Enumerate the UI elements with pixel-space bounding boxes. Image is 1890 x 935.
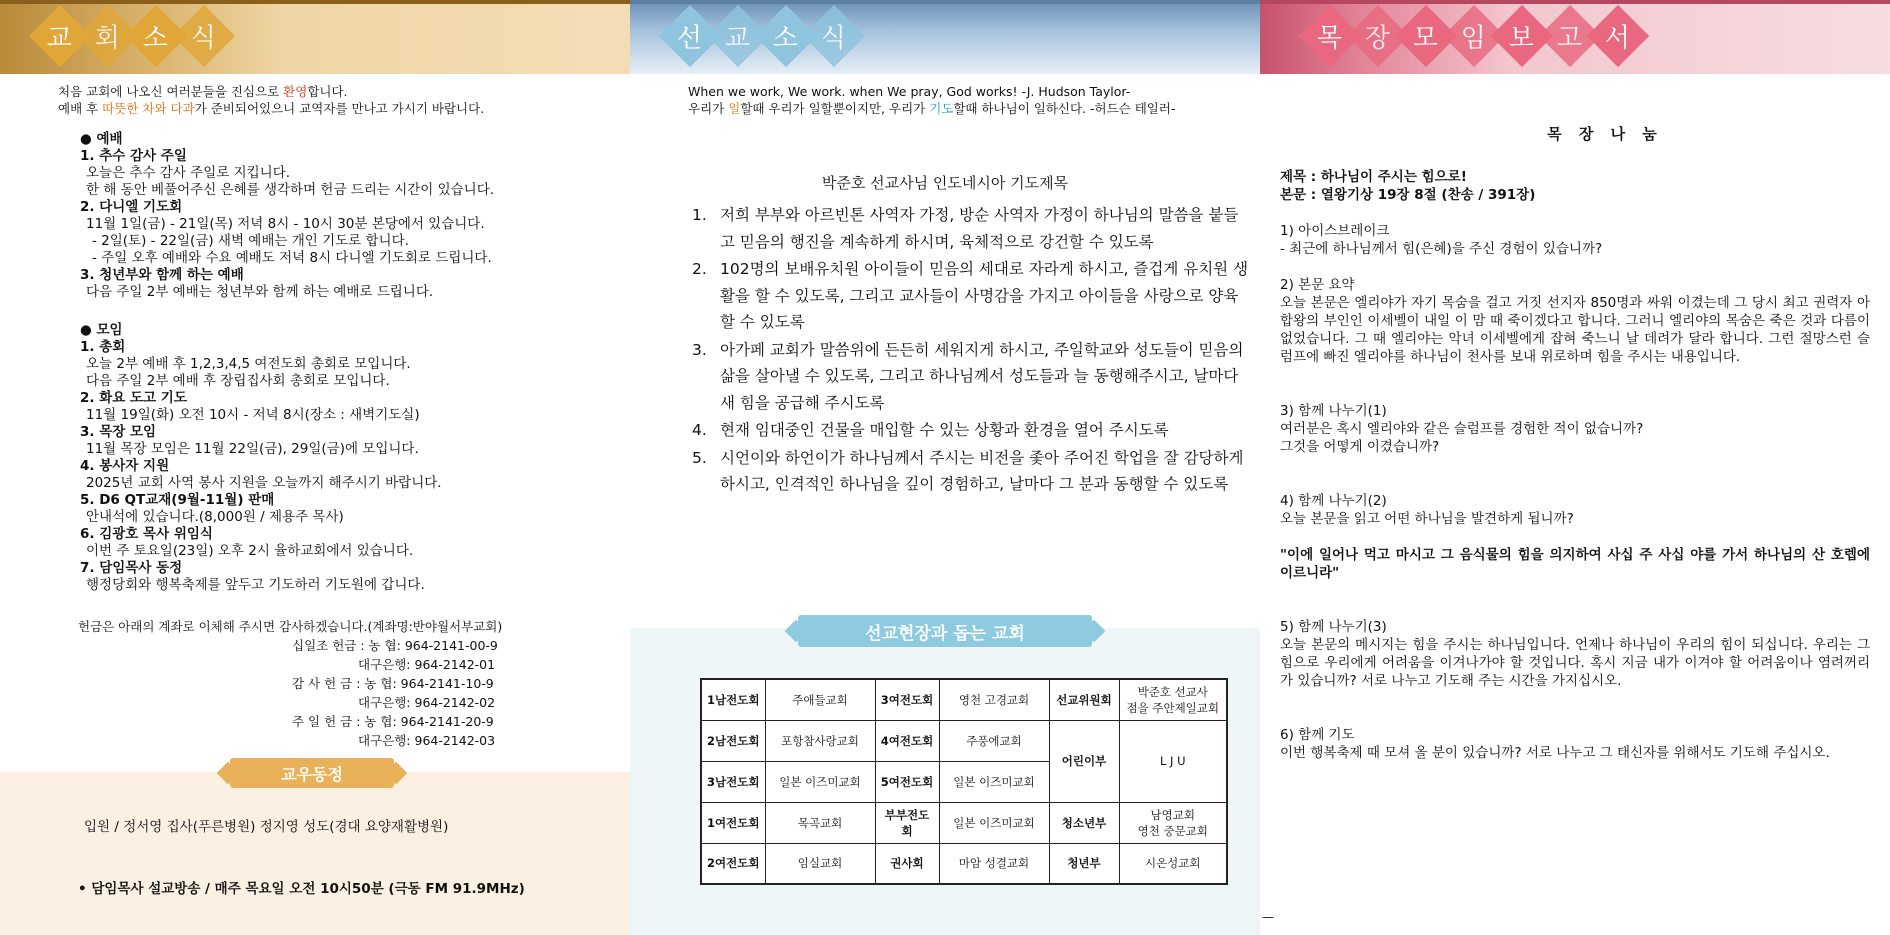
broadcast-notice: • 담임목사 설교방송 / 매주 목요일 오전 10시50분 (극동 FM 91.9MHz) [78, 881, 525, 897]
quote-english: When we work, We work. when We pray, God works! -J. Hudson Taylor- [688, 84, 1131, 99]
table-cell-church: 영천 고경교회 [939, 679, 1049, 720]
mission-news-title [668, 14, 856, 58]
title-diamond: 보 [1491, 5, 1553, 67]
welcome-highlight: 환영 [283, 84, 308, 99]
mission-news-panel [630, 0, 1260, 935]
worship-section [80, 131, 620, 301]
table-cell-group: 2여전도회 [701, 843, 765, 884]
notice-title: 3. 목장 모임 [80, 424, 157, 440]
table-cell-church: 일본 이즈미교회 [939, 802, 1049, 843]
title-diamond: 서 [1587, 5, 1649, 67]
section-heading: 2) 본문 요약 [1280, 277, 1355, 293]
title-diamond: 교 [29, 5, 91, 67]
table-cell-group: 3여전도회 [875, 679, 939, 720]
ribbon-label: 선교현장과 돕는 교회 [865, 623, 1025, 644]
notice-line: 한 해 동안 베풀어주신 은혜를 생각하며 헌금 드리는 시간이 있습니다. [86, 182, 495, 198]
account-line: 십일조 헌금 : 농 협: 964-2141-00-9 [292, 638, 498, 653]
prayer-item: 4. 현재 임대중인 건물을 매입할 수 있는 상황과 환경을 열어 주시도록 [692, 421, 1169, 439]
supporting-churches-ribbon [780, 615, 1110, 647]
account-line: 대구은행: 964-2142-01 [358, 657, 496, 672]
table-cell-group: 5여전도회 [875, 761, 939, 802]
table-cell-church: 목곡교회 [765, 802, 875, 843]
title-diamond: 소 [125, 5, 187, 67]
table-cell-group: 부부전도회 [875, 802, 939, 843]
account-line: 주 일 헌 금 : 농 협: 964-2141-20-9 [292, 714, 494, 729]
cell-report-header [1260, 0, 1890, 74]
refreshments-highlight: 따뜻한 차와 다과 [102, 101, 195, 116]
prayer-list [692, 202, 1252, 499]
notice-line: 다음 주일 2부 예배 후 장립집사회 총회로 모입니다. [86, 373, 390, 389]
notice-line: 행정당회와 행복축제를 앞두고 기도하러 기도원에 갑니다. [86, 577, 425, 593]
notice-line: 다음 주일 2부 예배는 청년부와 함께 하는 예배로 드립니다. [86, 284, 434, 300]
accounts-intro: 헌금은 아래의 계좌로 이체해 주시면 감사하겠습니다.(계좌명:반야월서부교회) [78, 619, 503, 634]
members-news-ribbon [212, 758, 412, 788]
table-cell-group: 어린이부 [1049, 720, 1119, 802]
sermon-passage: 본문 : 열왕기상 19장 8절 (찬송 / 391장) [1280, 187, 1536, 203]
table-cell-church: 시온성교회 [1119, 843, 1227, 884]
table-cell-group: 1남전도회 [701, 679, 765, 720]
notice-title: 5. D6 QT교재(9월-11월) 판매 [80, 492, 275, 508]
table-cell-church: 마암 성결교회 [939, 843, 1049, 884]
notice-title: 1. 추수 감사 주일 [80, 148, 187, 164]
header-strip [1260, 0, 1890, 4]
prayer-item: 1. 저희 부부와 아르빈톤 사역자 가정, 방순 사역자 가정이 하나님의 말씀을 붙들고 믿음의 행진을 계속하게 하시며, 육체적으로 강건할 수 있도록 [692, 206, 1239, 251]
section-heading: 5) 함께 나누기(3) [1280, 619, 1387, 635]
account-line: 감 사 헌 금 : 농 협: 964-2141-10-9 [292, 676, 494, 691]
sermon-subject: 제목 : 하나님이 주시는 힘으로! [1280, 169, 1467, 185]
title-diamond: 임 [1443, 5, 1505, 67]
section-text: 그것을 어떻게 이겼습니까? [1280, 439, 1440, 455]
notice-line: 11월 목장 모임은 11월 22일(금), 29일(금)에 모입니다. [86, 441, 419, 457]
notice-line: - 주일 오후 예배와 수요 예배도 저녁 8시 다니엘 기도회로 드립니다. [92, 250, 492, 266]
cell-report-title [1308, 14, 1640, 58]
prayer-item: 2. 102명의 보배유치원 아이들이 믿음의 세대로 자라게 하시고, 즐겁게 유치원 생활을 할 수 있도록, 그리고 교사들이 사명감을 가지고 아이들을 사랑으로 양육할 수 있도록 [692, 260, 1249, 331]
title-diamond: 선 [659, 5, 721, 67]
meeting-section [80, 322, 620, 594]
footer-mark: — [1262, 910, 1274, 924]
account-line: 대구은행: 964-2142-03 [358, 733, 496, 748]
section-text: 오늘 본문은 엘리야가 자기 목숨을 걸고 거짓 선지자 850명과 싸워 이겼는데 그 당시 최고 권력자 아합왕의 부인인 이세벨이 내일 이 맘 때 죽이겠다고 합니다. 그러니 엘리야의 목숨은 죽은 것과 다름이 없었습니다. 그 때 엘리야는 악녀 이세벨에게 잡혀 죽느니 날 데려가 달라 합니다. 그런 절망스런 슬럼프에 빠진 엘리야를 하나님이 천사를 보내 위로하며 힘을 주시는 내용입니다. [1280, 295, 1870, 365]
section-heading: ● 예배 [80, 131, 123, 147]
title-diamond: 회 [77, 5, 139, 67]
title-diamond: 교 [707, 5, 769, 67]
notice-line: - 2일(토) - 22일(금) 새벽 예배는 개인 기도로 합니다. [92, 233, 409, 249]
table-cell-group: 권사회 [875, 843, 939, 884]
notice-title: 7. 담임목사 동정 [80, 560, 183, 576]
notice-line: 이번 주 토요일(23일) 오후 2시 율하교회에서 있습니다. [86, 543, 414, 559]
title-diamond: 식 [803, 5, 865, 67]
table-cell-group: 3남전도회 [701, 761, 765, 802]
table-cell-church: 임실교회 [765, 843, 875, 884]
notice-title: 6. 김광호 목사 위임식 [80, 526, 213, 542]
notice-line: 2025년 교회 사역 봉사 지원을 오늘까지 해주시기 바랍니다. [86, 475, 442, 491]
section-text: 오늘 본문의 메시지는 힘을 주시는 하나님입니다. 언제나 하나님이 우리의 힘이 되십니다. 우리는 그 힘으로 우리에게 어려움을 이겨나가야 할 것입니다. 혹시 지금 내가 이겨야 할 어려움이나 염려꺼리가 있습니까? 서로 나누고 기도해 주는 시간을 가지십시오. [1280, 637, 1870, 689]
title-diamond: 목 [1299, 5, 1361, 67]
title-diamond: 장 [1347, 5, 1409, 67]
title-diamond: 소 [755, 5, 817, 67]
notice-line: 안내석에 있습니다.(8,000원 / 제용주 목사) [86, 509, 344, 525]
table-cell-church: 박준호 선교사 점을 주안제일교회 [1119, 679, 1227, 720]
sharing-content [1280, 168, 1870, 762]
mission-news-header [630, 0, 1260, 74]
title-diamond: 모 [1395, 5, 1457, 67]
church-news-title [38, 14, 226, 58]
table-cell-church: 주애들교회 [765, 679, 875, 720]
table-row [701, 720, 1227, 761]
header-strip [0, 0, 630, 4]
offering-accounts [78, 617, 618, 750]
table-row [701, 843, 1227, 884]
table-cell-group: 청소년부 [1049, 802, 1119, 843]
notice-line: 11월 1일(금) - 21일(목) 저녁 8시 - 10시 30분 본당에서 있습니다. [86, 216, 485, 232]
table-cell-group: 청년부 [1049, 843, 1119, 884]
table-cell-church: 일본 이즈미교회 [765, 761, 875, 802]
table-cell-church: 남영교회 영천 중문교회 [1119, 802, 1227, 843]
table-row [701, 802, 1227, 843]
section-text: - 최근에 하나님께서 힘(은혜)을 주신 경험이 있습니까? [1280, 241, 1603, 257]
notice-title: 3. 청년부와 함께 하는 예배 [80, 267, 244, 283]
table-row [701, 679, 1227, 720]
table-cell-group: 선교위원회 [1049, 679, 1119, 720]
notice-title: 4. 봉사자 지원 [80, 458, 170, 474]
notice-line: 11월 19일(화) 오전 10시 - 저녁 8시(장소 : 새벽기도실) [86, 407, 420, 423]
prayer-item: 5. 시언이와 하언이가 하나님께서 주시는 비전을 좇아 주어진 학업을 잘 감당하게 하시고, 인격적인 하나님을 깊이 경험하고, 날마다 그 분과 동행할 수 있도록 [692, 448, 1244, 493]
cell-report-panel [1260, 0, 1890, 935]
table-cell-church: 포항참사랑교회 [765, 720, 875, 761]
notice-line: 오늘은 추수 감사 주일로 지킵니다. [86, 165, 291, 181]
section-text: 오늘 본문을 읽고 어떤 하나님을 발견하게 됩니까? [1280, 511, 1574, 527]
account-line: 대구은행: 964-2142-02 [358, 695, 496, 710]
ribbon-label: 교우동정 [281, 764, 343, 784]
church-news-panel [0, 0, 630, 935]
mission-quote [688, 83, 1248, 117]
table-cell-church: 주풍에교회 [939, 720, 1049, 761]
section-text: 여러분은 혹시 엘리야와 같은 슬럼프를 경험한 적이 없습니까? [1280, 421, 1644, 437]
prayer-item: 3. 아가페 교회가 말씀위에 든든히 세워지게 하시고, 주일학교와 성도들이 믿음의 삶을 살아낼 수 있도록, 그리고 하나님께서 성도들과 늘 동행해주시고, 날마다 새 힘을 공급해 주시도록 [692, 340, 1244, 412]
notice-title: 2. 다니엘 기도회 [80, 199, 183, 215]
title-diamond: 고 [1539, 5, 1601, 67]
section-heading: 1) 아이스브레이크 [1280, 223, 1390, 239]
quote-korean: 우리가 일할때 우리가 일할뿐이지만, 우리가 기도할때 하나님이 일하신다. -허드슨 테일러- [688, 101, 1176, 116]
notice-title: 1. 총회 [80, 339, 126, 355]
notice-line: 오늘 2부 예배 후 1,2,3,4,5 여전도회 총회로 모입니다. [86, 356, 411, 372]
title-diamond: 식 [173, 5, 235, 67]
table-cell-group: 2남전도회 [701, 720, 765, 761]
notice-title: 2. 화요 도고 기도 [80, 390, 187, 406]
supporting-churches-table [700, 678, 1228, 885]
members-news-area [0, 772, 630, 935]
church-news-header [0, 0, 630, 74]
section-heading: 3) 함께 나누기(1) [1280, 403, 1387, 419]
prayer-title: 박준호 선교사님 인도네시아 기도제목 [821, 174, 1069, 192]
table-cell-church: L J U [1119, 720, 1227, 802]
table-cell-group: 1여전도회 [701, 802, 765, 843]
header-strip [630, 0, 1260, 4]
section-text: 이번 행복축제 때 모셔 올 분이 있습니까? 서로 나누고 그 태신자를 위해서도 기도해 주십시오. [1280, 745, 1830, 761]
section-heading: 4) 함께 나누기(2) [1280, 493, 1387, 509]
section-heading: ● 모임 [80, 322, 123, 338]
section-heading: 6) 함께 기도 [1280, 727, 1355, 743]
bible-verse: "이에 일어나 먹고 마시고 그 음식물의 힘을 의지하여 사십 주 사십 야를 가서 하나님의 산 호렙에 이르니라" [1280, 547, 1870, 581]
table-cell-group: 4여전도회 [875, 720, 939, 761]
sharing-title: 목 장 나 눔 [1547, 125, 1663, 143]
table-cell-church: 일본 이즈미교회 [939, 761, 1049, 802]
welcome-message: 처음 교회에 나오신 여러분들을 진심으로 환영합니다. 예배 후 따뜻한 차와 다과가 준비되어있으니 교역자를 만나고 가시기 바랍니다. [58, 84, 485, 116]
hospitalized-members: 입원 / 정서영 집사(푸른병원) 정지영 성도(경대 요양재활병원) [84, 819, 449, 835]
